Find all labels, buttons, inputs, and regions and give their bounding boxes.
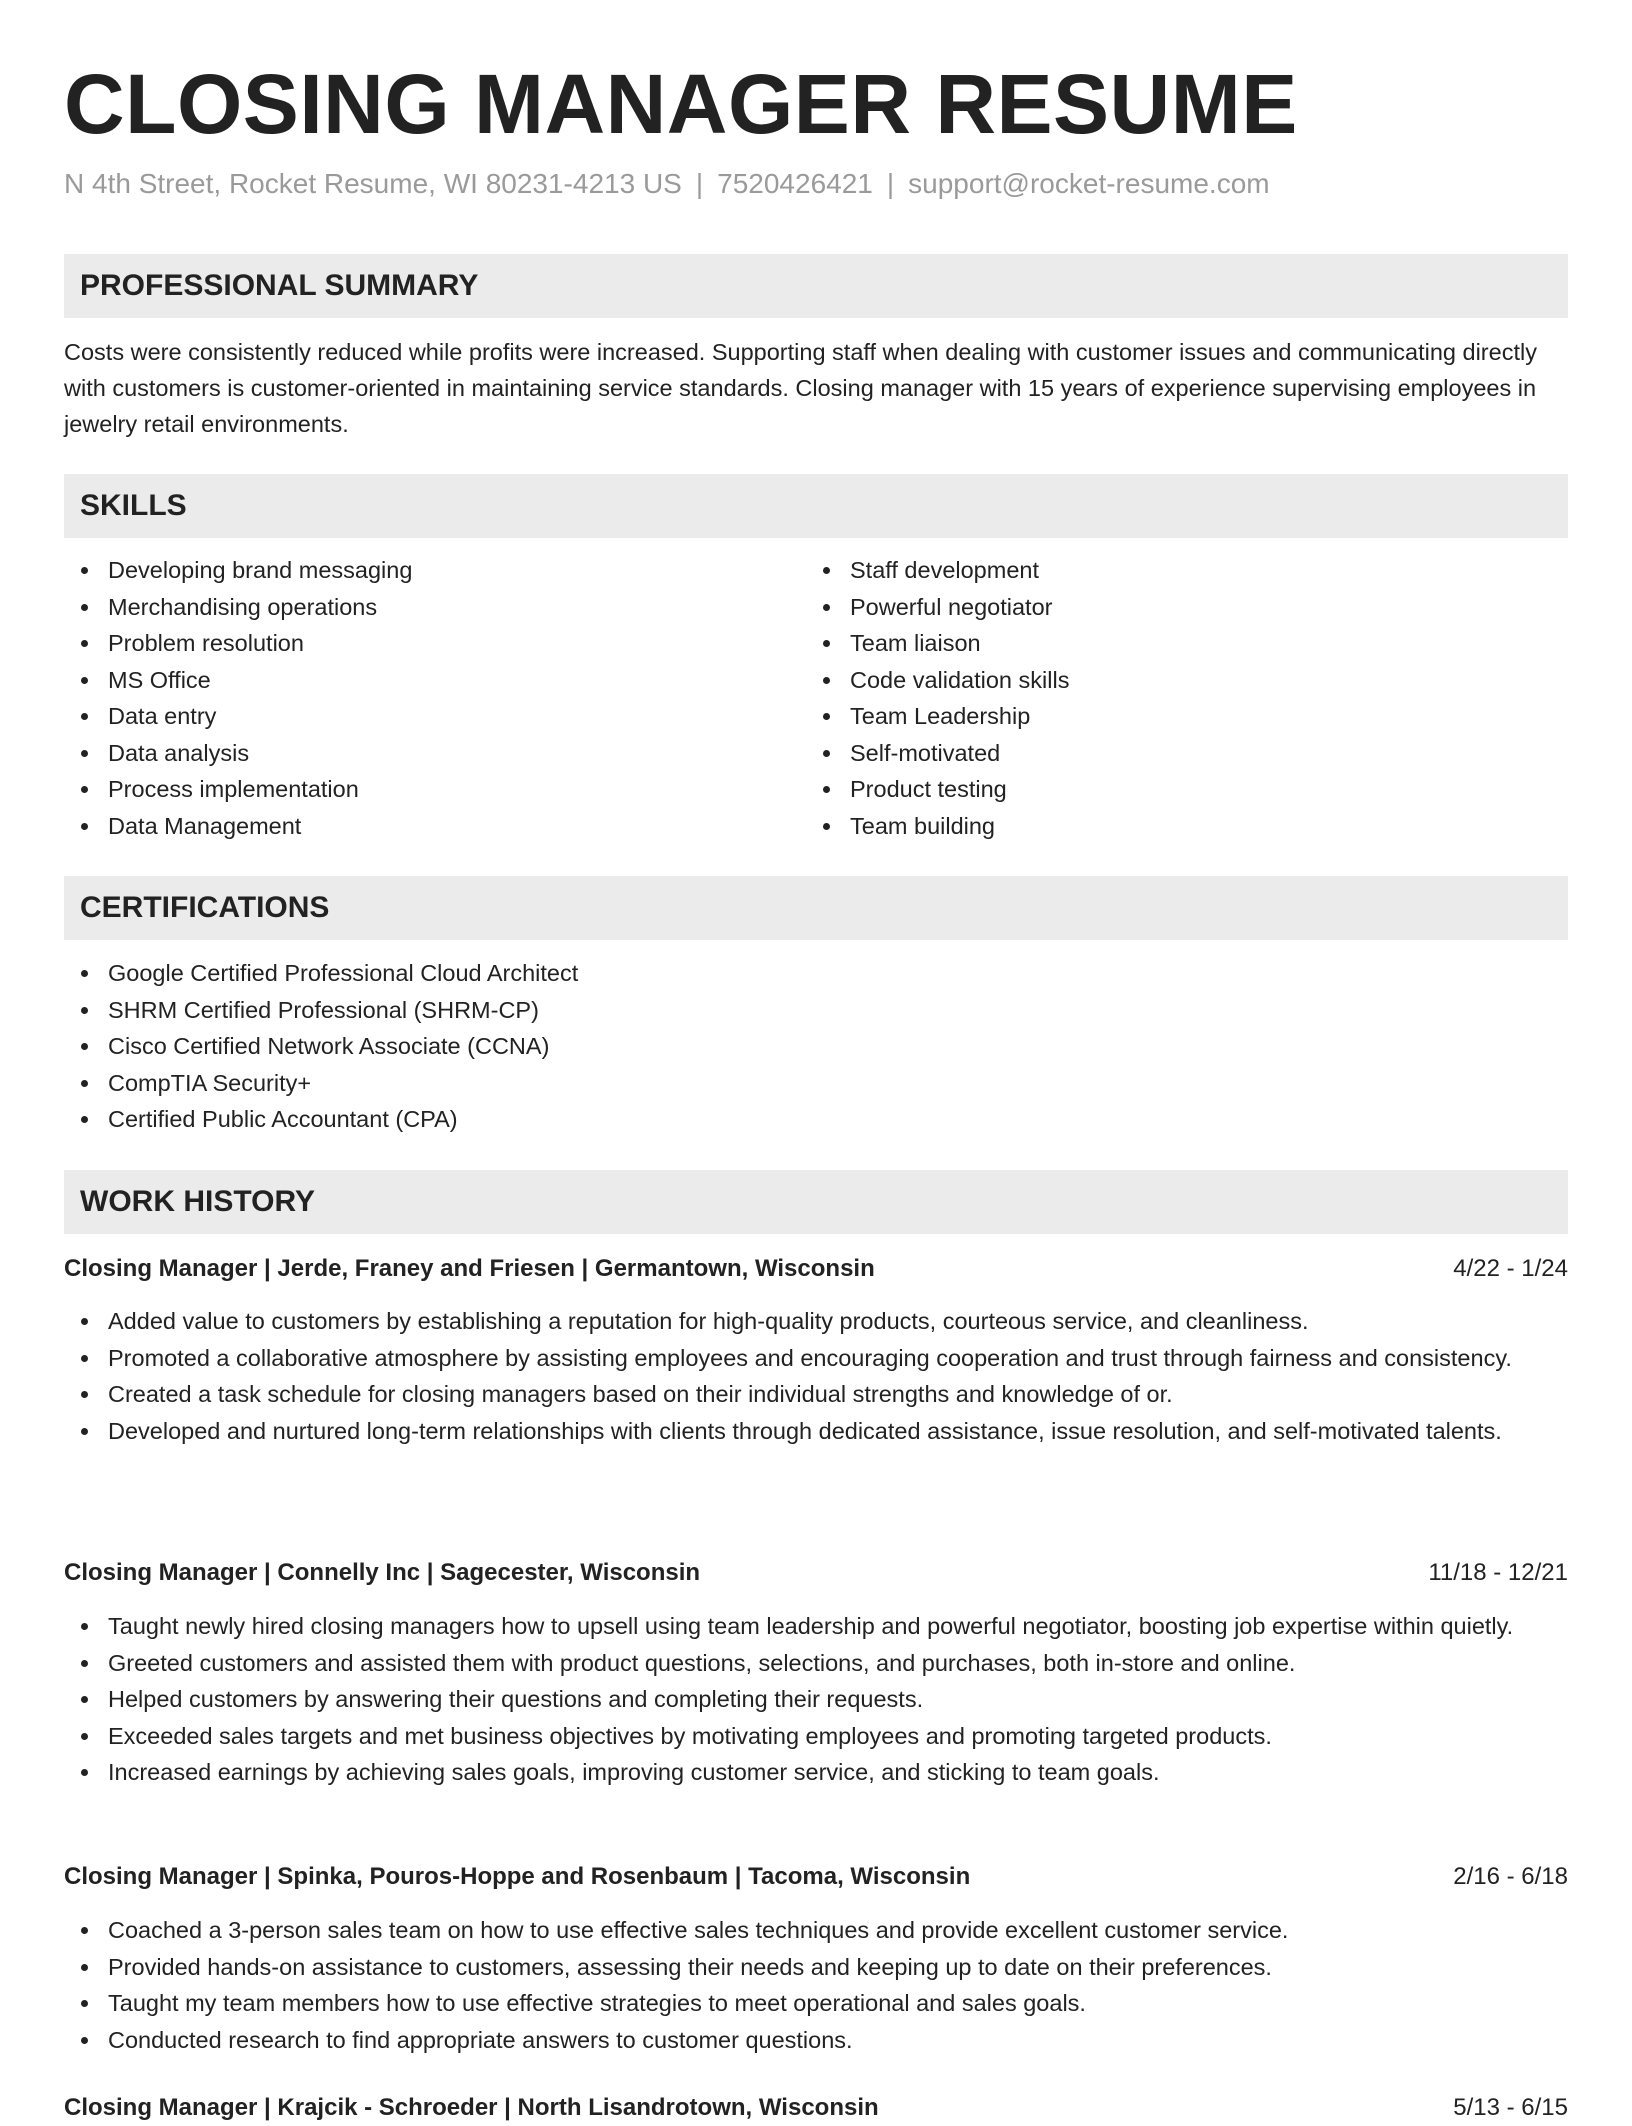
contact-email: support@rocket-resume.com (908, 168, 1270, 199)
skills-column-left (64, 552, 804, 844)
skill-item: Merchandising operations (64, 589, 804, 626)
job-bullet: Added value to customers by establishing a reputation for high-quality products, courteous service, and cleanliness. (64, 1303, 1568, 1340)
certifications-list (64, 955, 1568, 1138)
job-title: Closing Manager | Connelly Inc | Sagecester, Wisconsin (64, 1559, 701, 1586)
job-bullet: Exceeded sales targets and met business objectives by motivating employees and promoting targeted products. (64, 1718, 1568, 1755)
certifications-section-header (64, 876, 1568, 940)
skill-item: Data Management (64, 808, 804, 845)
certification-item: CompTIA Security+ (64, 1065, 1568, 1102)
job-bullet: Taught newly hired closing managers how to upsell using team leadership and powerful negotiator, boosting job expertise within quietly. (64, 1608, 1568, 1645)
skill-item: Problem resolution (64, 625, 804, 662)
job-bullet: Greeted customers and assisted them with product questions, selections, and purchases, both in-store and online. (64, 1645, 1568, 1682)
certifications-heading: CERTIFICATIONS (80, 891, 330, 924)
skill-item: Self-motivated (806, 735, 1546, 772)
job-bullets (64, 1912, 1568, 2058)
job-title: Closing Manager | Spinka, Pouros-Hoppe and Rosenbaum | Tacoma, Wisconsin (64, 1863, 971, 1890)
job-title: Closing Manager | Jerde, Franey and Friesen | Germantown, Wisconsin (64, 1255, 875, 1282)
skill-item: Data analysis (64, 735, 804, 772)
contact-line (64, 166, 1270, 202)
summary-heading: PROFESSIONAL SUMMARY (80, 269, 479, 302)
job-bullet: Developed and nurtured long-term relationships with clients through dedicated assistance, issue resolution, and self-motivated talents. (64, 1413, 1568, 1450)
work-history-heading: WORK HISTORY (80, 1185, 316, 1218)
job-bullet: Coached a 3-person sales team on how to use effective sales techniques and provide excellent customer service. (64, 1912, 1568, 1949)
skill-item: Developing brand messaging (64, 552, 804, 589)
skill-item: Process implementation (64, 771, 804, 808)
certification-item: SHRM Certified Professional (SHRM-CP) (64, 992, 1568, 1029)
skill-item: Powerful negotiator (806, 589, 1546, 626)
contact-phone: 7520426421 (717, 168, 873, 199)
skill-item: Staff development (806, 552, 1546, 589)
skill-item: Team Leadership (806, 698, 1546, 735)
certification-item: Cisco Certified Network Associate (CCNA) (64, 1028, 1568, 1065)
job-bullet: Created a task schedule for closing managers based on their individual strengths and knowledge of or. (64, 1376, 1568, 1413)
job-header (64, 1859, 1568, 1895)
skill-item: Team building (806, 808, 1546, 845)
skill-item: Team liaison (806, 625, 1546, 662)
job-bullet: Taught my team members how to use effective strategies to meet operational and sales goals. (64, 1985, 1568, 2022)
job-bullet: Promoted a collaborative atmosphere by assisting employees and encouraging cooperation and trust through fairness and consistency. (64, 1340, 1568, 1377)
contact-address: N 4th Street, Rocket Resume, WI 80231-4213 US (64, 168, 682, 199)
job-header (64, 1555, 1568, 1591)
job-header (64, 1251, 1568, 1287)
job-bullet: Helped customers by answering their questions and completing their requests. (64, 1681, 1568, 1718)
summary-text: Costs were consistently reduced while profits were increased. Supporting staff when dealing with customer issues and communicating directly with customers is customer-oriented in maintaining service standards. Closing manager with 15 years of experience supervising employees in jewelry retail environments. (64, 339, 1537, 437)
job-bullet: Provided hands-on assistance to customers, assessing their needs and keeping up to date on their preferences. (64, 1949, 1568, 1986)
contact-separator: | (695, 168, 704, 199)
skill-item: Data entry (64, 698, 804, 735)
job-bullets (64, 1608, 1568, 1791)
job-dates: 4/22 - 1/24 (1453, 1255, 1568, 1282)
page-title: CLOSING MANAGER RESUME (64, 57, 1298, 151)
skill-item: Code validation skills (806, 662, 1546, 699)
certification-item: Google Certified Professional Cloud Architect (64, 955, 1568, 992)
skills-heading: SKILLS (80, 489, 187, 522)
summary-section-header (64, 254, 1568, 318)
job-title: Closing Manager | Krajcik - Schroeder | North Lisandrotown, Wisconsin (64, 2094, 879, 2121)
skill-item: MS Office (64, 662, 804, 699)
job-header (64, 2090, 1568, 2126)
certification-item: Certified Public Accountant (CPA) (64, 1101, 1568, 1138)
skills-section-header (64, 474, 1568, 538)
skills-column-right (806, 552, 1546, 844)
job-dates: 2/16 - 6/18 (1453, 1863, 1568, 1890)
job-bullets (64, 1303, 1568, 1449)
work-history-section-header (64, 1170, 1568, 1234)
job-bullet: Increased earnings by achieving sales goals, improving customer service, and sticking to team goals. (64, 1754, 1568, 1791)
job-dates: 5/13 - 6/15 (1453, 2094, 1568, 2121)
job-bullet: Conducted research to find appropriate answers to customer questions. (64, 2022, 1568, 2059)
skill-item: Product testing (806, 771, 1546, 808)
job-dates: 11/18 - 12/21 (1428, 1559, 1568, 1586)
contact-separator: | (886, 168, 895, 199)
